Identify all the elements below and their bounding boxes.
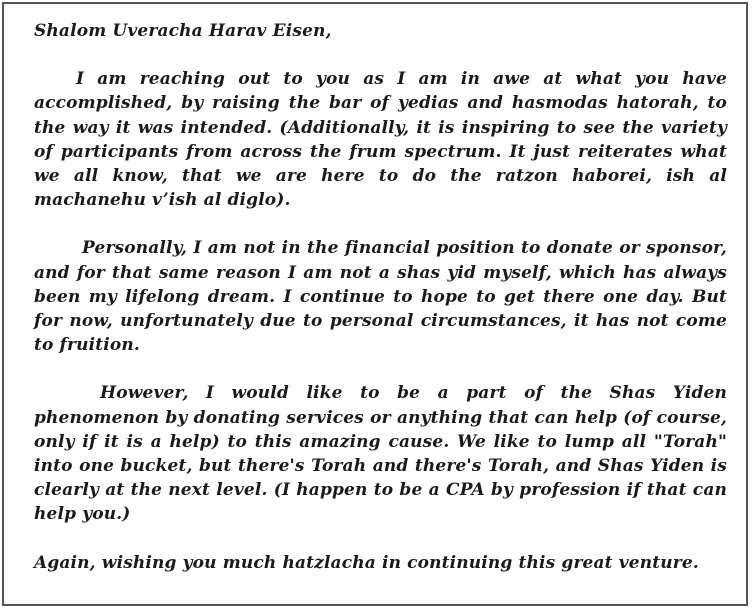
letter-body (34, 19, 727, 575)
letter-paragraph-2: Personally, I am not in the financial position to donate or sponsor, and for that same reason I am not a shas yid myself, which has always been my lifelong dream. I continue to hope to get there one day. But for now, unfortunately due to personal circumstances, it has not come to fruition. (34, 238, 727, 356)
letter-greeting: Shalom Uveracha Harav Eisen, (34, 21, 332, 41)
letter-paragraph-1: I am reaching out to you as I am in awe at what you have accomplished, by raising the bar of yedias and hasmodas hatorah, to the way it was intended. (Additionally, it is inspiring to see the variety of participants from across the frum spectrum. It just reiterates what we all know, that we are here to do the ratzon haborei, ish al machanehu v’ish al diglo). (34, 69, 727, 211)
letter-paragraph-3: However, I would like to be a part of the Shas Yiden phenomenon by donating services or anything that can help (of course, only if it is a help) to this amazing cause. We like to lump all "Torah" into one bucket, but there's Torah and there's Torah, and Shas Yiden is clearly at the next level. (I happen to be a CPA by profession if that can help you.) (34, 383, 727, 525)
letter-closing: Again, wishing you much hatzlacha in continuing this great venture. (34, 552, 699, 573)
letter-frame (2, 2, 748, 606)
